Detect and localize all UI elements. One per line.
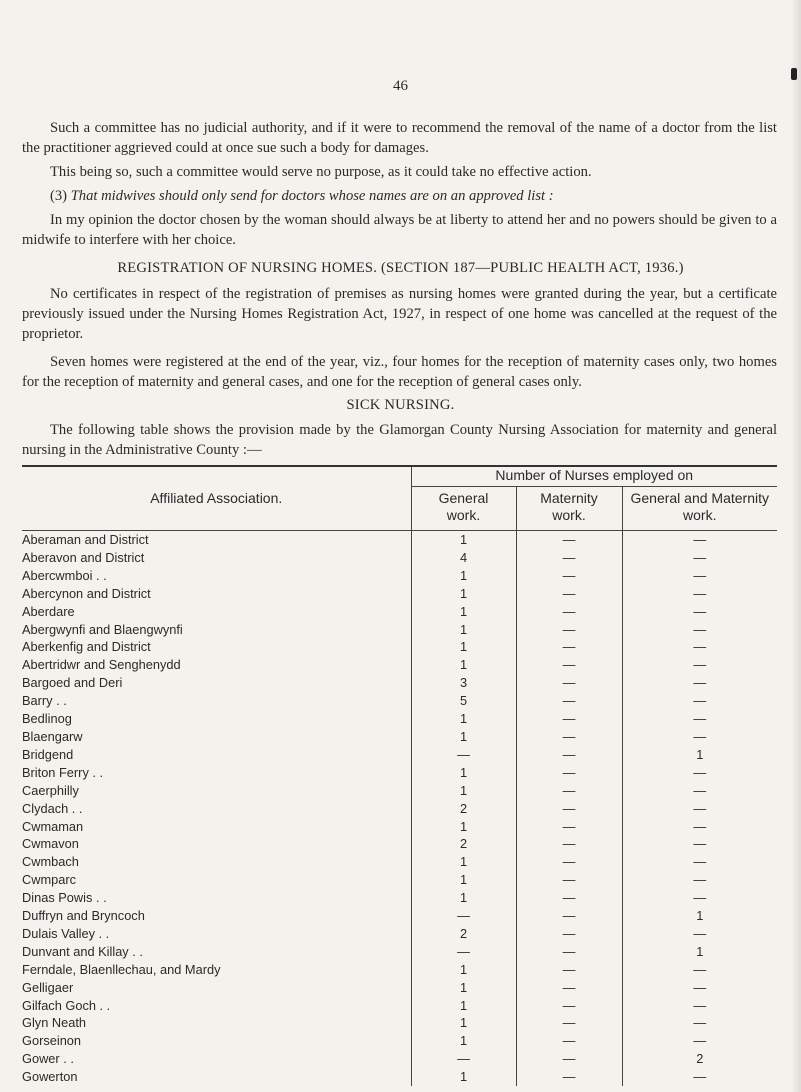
- paragraph-opinion: In my opinion the doctor chosen by the woman should always be at liberty to attend her and no powers should be given to a midwife to interfere with her choice.: [22, 212, 777, 248]
- both-count: —: [622, 603, 777, 621]
- maternity-count: —: [516, 603, 622, 621]
- association-name-text: Aberavon and District: [22, 549, 145, 565]
- association-name: [22, 621, 411, 639]
- scan-mark: [791, 68, 797, 80]
- table-row: [22, 1032, 777, 1050]
- table-row: [22, 871, 777, 889]
- general-count: 2: [411, 925, 516, 943]
- table-row: [22, 531, 777, 549]
- association-name: [22, 889, 411, 907]
- association-name-text: Cwmbach: [22, 854, 79, 870]
- both-count: —: [622, 567, 777, 585]
- both-count: 2: [622, 1050, 777, 1068]
- association-name-text: Cwmparc: [22, 872, 77, 888]
- table-row: [22, 979, 777, 997]
- association-name: [22, 1032, 411, 1050]
- association-name: [22, 871, 411, 889]
- general-count: —: [411, 746, 516, 764]
- association-name-text: Barry . .: [22, 693, 67, 709]
- association-name: [22, 1068, 411, 1086]
- association-name-text: Glyn Neath: [22, 1015, 87, 1031]
- maternity-count: —: [516, 764, 622, 782]
- heading-sick-nursing: SICK NURSING.: [346, 397, 455, 413]
- paragraph-committee: Such a committee has no judicial authority, and if it were to recommend the removal of the name of a doctor from the list the practitioner aggrieved could at once sue such a body for damages.: [22, 120, 777, 156]
- table-row: [22, 585, 777, 603]
- general-count: 1: [411, 1032, 516, 1050]
- both-count: —: [622, 800, 777, 818]
- table-row: [22, 764, 777, 782]
- both-count: —: [622, 835, 777, 853]
- both-count: —: [622, 585, 777, 603]
- general-count: 1: [411, 764, 516, 782]
- nurses-table: [22, 465, 777, 1086]
- both-count: —: [622, 728, 777, 746]
- table-row: [22, 818, 777, 836]
- association-name: [22, 907, 411, 925]
- association-name-text: Caerphilly: [22, 782, 79, 798]
- association-name-text: Cwmaman: [22, 818, 84, 834]
- both-count: —: [622, 1032, 777, 1050]
- general-count: 1: [411, 961, 516, 979]
- table-row: [22, 656, 777, 674]
- general-count: 1: [411, 853, 516, 871]
- association-name: [22, 728, 411, 746]
- both-count: —: [622, 549, 777, 567]
- maternity-count: —: [516, 674, 622, 692]
- maternity-count: —: [516, 638, 622, 656]
- association-name: [22, 656, 411, 674]
- association-name-text: Bedlinog: [22, 711, 72, 727]
- association-name-text: Aberaman and District: [22, 532, 149, 547]
- clause-text: That midwives should only send for doctors whose names are on an approved list :: [70, 188, 554, 204]
- general-count: 5: [411, 692, 516, 710]
- both-count: —: [622, 1068, 777, 1086]
- association-name-text: Gowerton: [22, 1069, 78, 1085]
- maternity-count: —: [516, 1014, 622, 1032]
- association-name: [22, 585, 411, 603]
- general-count: 1: [411, 603, 516, 621]
- paragraph-table-intro: The following table shows the provision made by the Glamorgan County Nursing Association for maternity and general nursing in the Administrative County :—: [22, 422, 777, 458]
- maternity-count: —: [516, 871, 622, 889]
- maternity-count: —: [516, 531, 622, 549]
- maternity-count: —: [516, 979, 622, 997]
- maternity-count: —: [516, 961, 622, 979]
- general-count: 1: [411, 567, 516, 585]
- general-count: 1: [411, 997, 516, 1015]
- maternity-count: —: [516, 835, 622, 853]
- maternity-count: —: [516, 1050, 622, 1068]
- association-name: [22, 638, 411, 656]
- col-general-header: General work.: [411, 487, 516, 531]
- maternity-count: —: [516, 656, 622, 674]
- general-count: 1: [411, 871, 516, 889]
- table-row: [22, 961, 777, 979]
- association-name-text: Ferndale, Blaenllechau, and Mardy: [22, 961, 221, 977]
- association-name: [22, 746, 411, 764]
- both-count: —: [622, 710, 777, 728]
- general-count: 4: [411, 549, 516, 567]
- maternity-count: —: [516, 710, 622, 728]
- table-row: [22, 925, 777, 943]
- general-count: 1: [411, 710, 516, 728]
- maternity-count: —: [516, 1032, 622, 1050]
- maternity-count: —: [516, 943, 622, 961]
- general-count: 1: [411, 531, 516, 549]
- both-count: —: [622, 818, 777, 836]
- both-count: —: [622, 997, 777, 1015]
- group-header: Number of Nurses employed on: [411, 466, 777, 487]
- association-name-text: Aberdare: [22, 603, 75, 619]
- maternity-count: —: [516, 925, 622, 943]
- col-association-header: Affiliated Association.: [22, 487, 411, 531]
- maternity-count: —: [516, 800, 622, 818]
- table-row: [22, 1068, 777, 1086]
- table-row: [22, 1050, 777, 1068]
- table-body: [22, 531, 777, 1087]
- both-count: —: [622, 531, 777, 549]
- both-count: —: [622, 674, 777, 692]
- general-count: 2: [411, 800, 516, 818]
- general-count: 1: [411, 889, 516, 907]
- both-count: —: [622, 782, 777, 800]
- both-count: 1: [622, 943, 777, 961]
- association-name: [22, 818, 411, 836]
- association-name: [22, 782, 411, 800]
- both-count: —: [622, 925, 777, 943]
- association-name-text: Bargoed and Deri: [22, 675, 123, 691]
- association-name: [22, 943, 411, 961]
- both-count: —: [622, 621, 777, 639]
- table-row: [22, 1014, 777, 1032]
- association-name-text: Gorseinon: [22, 1033, 82, 1049]
- maternity-count: —: [516, 567, 622, 585]
- maternity-count: —: [516, 1068, 622, 1086]
- association-name: [22, 997, 411, 1015]
- maternity-count: —: [516, 907, 622, 925]
- association-name-text: Dulais Valley . .: [22, 925, 110, 941]
- both-count: —: [622, 979, 777, 997]
- paragraph-seven-homes: Seven homes were registered at the end of the year, viz., four homes for the reception of maternity cases only, two homes for the reception of maternity and general cases, and one for the reception of general cases only.: [22, 354, 777, 390]
- association-name-text: Blaengarw: [22, 728, 83, 744]
- both-count: —: [622, 764, 777, 782]
- general-count: 1: [411, 1068, 516, 1086]
- association-name-text: Gilfach Goch . .: [22, 997, 111, 1013]
- both-count: —: [622, 656, 777, 674]
- table-row: [22, 889, 777, 907]
- association-name-text: Abercwmboi . .: [22, 567, 107, 583]
- association-name: [22, 603, 411, 621]
- general-count: 1: [411, 728, 516, 746]
- general-count: 3: [411, 674, 516, 692]
- table-row: [22, 638, 777, 656]
- table-row: [22, 907, 777, 925]
- general-count: 1: [411, 585, 516, 603]
- maternity-count: —: [516, 782, 622, 800]
- association-name-text: Cwmavon: [22, 836, 79, 852]
- maternity-count: —: [516, 853, 622, 871]
- table-row: [22, 746, 777, 764]
- association-name: [22, 1014, 411, 1032]
- association-name-text: Dunvant and Killay . .: [22, 943, 143, 959]
- clause-number: (3): [50, 188, 68, 204]
- association-name-text: Aberkenfig and District: [22, 639, 151, 655]
- both-count: —: [622, 692, 777, 710]
- both-count: —: [622, 1014, 777, 1032]
- table-row: [22, 800, 777, 818]
- association-name-text: Clydach . .: [22, 800, 83, 816]
- association-name: [22, 961, 411, 979]
- maternity-count: —: [516, 997, 622, 1015]
- maternity-count: —: [516, 818, 622, 836]
- table-row: [22, 782, 777, 800]
- association-name-text: Gower . .: [22, 1051, 74, 1067]
- association-name-text: Abertridwr and Senghenydd: [22, 657, 181, 673]
- maternity-count: —: [516, 728, 622, 746]
- association-name-text: Briton Ferry . .: [22, 764, 104, 780]
- table-row: [22, 692, 777, 710]
- table-row: [22, 853, 777, 871]
- table-row: [22, 674, 777, 692]
- general-count: —: [411, 1050, 516, 1068]
- association-name-text: Abercynon and District: [22, 585, 151, 601]
- association-name-text: Duffryn and Bryncoch: [22, 908, 145, 924]
- association-name: [22, 531, 411, 549]
- association-name: [22, 674, 411, 692]
- association-name: [22, 979, 411, 997]
- scan-edge-shadow: [791, 0, 801, 1092]
- both-count: 1: [622, 907, 777, 925]
- general-count: 1: [411, 638, 516, 656]
- association-name: [22, 1050, 411, 1068]
- association-name: [22, 692, 411, 710]
- both-count: —: [622, 853, 777, 871]
- maternity-count: —: [516, 692, 622, 710]
- table-row: [22, 567, 777, 585]
- both-count: —: [622, 889, 777, 907]
- association-name: [22, 567, 411, 585]
- paragraph-no-purpose: This being so, such a committee would serve no purpose, as it could take no effective action.: [50, 164, 592, 180]
- general-count: 1: [411, 979, 516, 997]
- general-count: 2: [411, 835, 516, 853]
- both-count: 1: [622, 746, 777, 764]
- general-count: 1: [411, 621, 516, 639]
- association-name-text: Bridgend: [22, 746, 74, 762]
- general-count: —: [411, 943, 516, 961]
- association-name-text: Abergwynfi and Blaengwynfi: [22, 621, 183, 637]
- association-name: [22, 925, 411, 943]
- heading-registration: REGISTRATION OF NURSING HOMES. (SECTION 187—PUBLIC HEALTH ACT, 1936.): [117, 260, 684, 276]
- paragraph-midwives: [22, 186, 777, 206]
- general-count: 1: [411, 782, 516, 800]
- maternity-count: —: [516, 549, 622, 567]
- association-name: [22, 764, 411, 782]
- association-name-text: Gelligaer: [22, 979, 74, 995]
- general-count: 1: [411, 1014, 516, 1032]
- general-count: 1: [411, 656, 516, 674]
- col-both-header: General and Maternity work.: [622, 487, 777, 531]
- association-name-text: Dinas Powis . .: [22, 890, 107, 906]
- maternity-count: —: [516, 746, 622, 764]
- association-name: [22, 800, 411, 818]
- association-name: [22, 549, 411, 567]
- maternity-count: —: [516, 585, 622, 603]
- both-count: —: [622, 961, 777, 979]
- table-row: [22, 710, 777, 728]
- association-name: [22, 835, 411, 853]
- table-row: [22, 943, 777, 961]
- table-row: [22, 835, 777, 853]
- table-row: [22, 549, 777, 567]
- both-count: —: [622, 871, 777, 889]
- blank-header: [22, 466, 411, 487]
- association-name: [22, 853, 411, 871]
- table-row: [22, 728, 777, 746]
- table-row: [22, 603, 777, 621]
- maternity-count: —: [516, 621, 622, 639]
- both-count: —: [622, 638, 777, 656]
- page-number: 46: [393, 78, 408, 94]
- col-maternity-header: Maternity work.: [516, 487, 622, 531]
- table-row: [22, 997, 777, 1015]
- maternity-count: —: [516, 889, 622, 907]
- table-row: [22, 621, 777, 639]
- paragraph-certificates: No certificates in respect of the registration of premises as nursing homes were granted during the year, but a certificate previously issued under the Nursing Homes Registration Act, 1927, in respect of one home was cancelled at the request of the proprietor.: [22, 286, 777, 342]
- general-count: 1: [411, 818, 516, 836]
- general-count: —: [411, 907, 516, 925]
- association-name: [22, 710, 411, 728]
